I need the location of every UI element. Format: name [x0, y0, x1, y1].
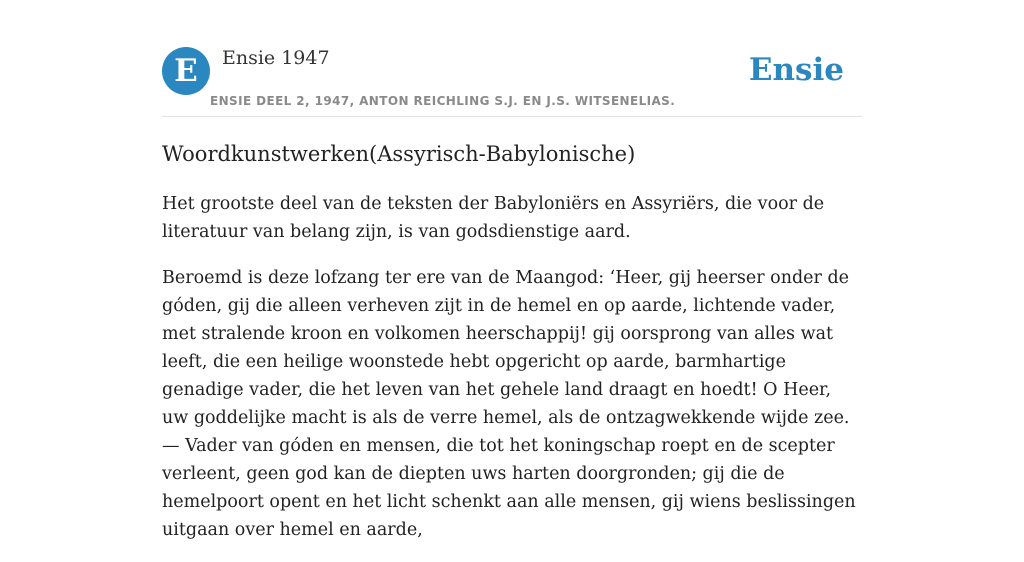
article-paragraph: Het grootste deel van de teksten der Babyloniërs en Assyriërs, die voor de literatuur van belang zijn, is van godsdienstige aard. — [162, 194, 825, 242]
site-title[interactable]: Ensie 1947 — [222, 47, 330, 69]
site-header — [162, 46, 862, 117]
article-title: Woordkunstwerken(Assyrisch-Babylonische) — [162, 142, 636, 166]
source-subtitle: ENSIE DEEL 2, 1947, ANTON REICHLING S.J. EN J.S. WITSENELIAS. — [210, 94, 676, 108]
ensie-logo-icon[interactable]: E — [162, 47, 210, 95]
article-content — [162, 138, 862, 562]
brand-logo[interactable]: Ensie — [748, 52, 844, 88]
article-paragraph: Beroemd is deze lofzang ter ere van de Maangod: ‘Heer, gij heerser onder de góden, gij die alleen verheven zijt in de hemel en op aarde, lichtende vader, met stralende kroon en volkomen heerschappij! gij oorsprong van alles wat leeft, die een heilige woonstede hebt opgericht op aarde, barmhartige genadige vader, die het leven van het gehele land draagt en hoedt! O Heer, uw goddelijke macht is als de verre hemel, als de ontzagwekkende wijde zee. — Vader van góden en mensen, die tot het koningschap roept en de scepter verleent, geen god kan de diepten uws harten doorgronden; gij die de hemelpoort opent en het licht schenkt aan alle mensen, gij wiens beslissingen uitgaan over hemel en aarde, — [162, 268, 856, 540]
